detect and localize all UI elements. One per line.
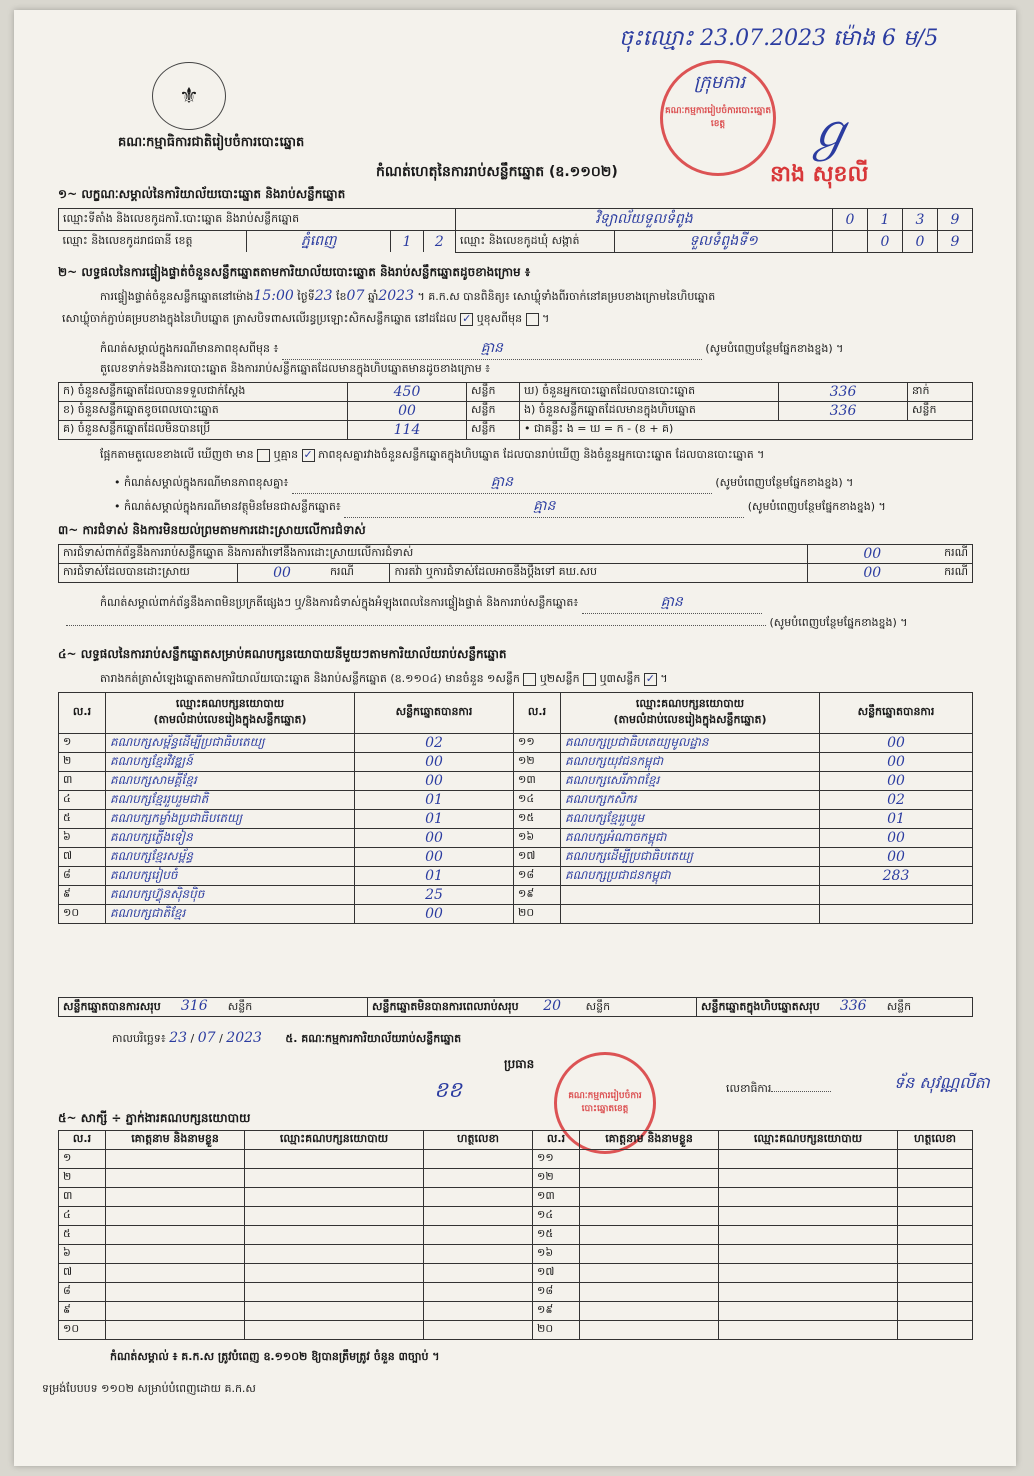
official-seal-stamp	[660, 60, 776, 176]
result-votes-right: 00	[820, 734, 973, 753]
result-party-left: គណបក្សសាមគ្គីខ្មែរ	[106, 772, 355, 791]
bullet-object-line: • កំណត់សម្គាល់ក្នុងករណីមានវត្ថុមិនមែនជាសន្លឹកឆ្នោត៖ គ្មាន (សូមបំពេញបន្ថែមផ្នែកខាងខ្នង) ។	[114, 496, 984, 518]
result-no-left: ១	[59, 734, 106, 753]
witness-cell	[580, 1226, 719, 1245]
witness-cell	[106, 1264, 245, 1283]
witness-row	[59, 1245, 973, 1264]
witness-cell	[719, 1283, 898, 1302]
province-label: ឈ្មោះ និងលេខកូដរាជធានី ខេត្ត	[59, 231, 247, 252]
result-no-right: ១៧	[514, 848, 561, 867]
witness-cell	[719, 1188, 898, 1207]
witness-row	[59, 1321, 973, 1340]
note-value: គ្មាន	[282, 338, 702, 360]
witness-cell	[580, 1245, 719, 1264]
witness-cell	[424, 1321, 533, 1340]
date-day: 23	[169, 1030, 188, 1046]
complaint-case: ករណី	[936, 545, 972, 564]
witness-cell	[245, 1283, 424, 1302]
witness-cell	[106, 1226, 245, 1245]
witness-table	[58, 1130, 973, 1340]
doc-title: កំណត់ហេតុនៃការរាប់សន្លឹកឆ្នោត (ឧ.១១០២)	[376, 164, 618, 180]
top-handwritten-sign: ក្រុមការ	[694, 72, 746, 93]
result-party-right: គណបក្សសេរីភាពខ្មែរ	[561, 772, 820, 791]
result-party-right: គណបក្សកសិករ	[561, 791, 820, 810]
location-code-2: 1	[868, 209, 903, 231]
witness-cell	[245, 1226, 424, 1245]
witness-cell	[580, 1302, 719, 1321]
appeal-value: 00	[808, 564, 937, 583]
commune-label: ឈ្មោះ និងលេខកូដឃុំ សង្កាត់	[456, 231, 615, 253]
location-label: ឈ្មោះទីតាំង និងលេខកូដការិ.បោះឆ្នោត និងរាប់សន្លឹកឆ្នោត	[59, 209, 456, 231]
count-c-label: គ) ចំនួនសន្លឹកឆ្នោតដែលមិនបានប្រើ	[59, 421, 348, 440]
result-party-right	[561, 886, 820, 905]
committee-label: ៥. គណៈកម្មការការិយាល័យរាប់សន្លឹកឆ្នោត	[285, 1032, 462, 1045]
result-no-left: ២	[59, 753, 106, 772]
witness-no-right: ១៨	[533, 1283, 580, 1302]
result-party-left: គណបក្សកម្លាំងប្រជាធិបតេយ្យ	[106, 810, 355, 829]
witness-cell	[580, 1207, 719, 1226]
count-e-label: ង) ចំនួនសន្លឹកឆ្នោតដែលមានក្នុងហិបឆ្នោត	[520, 402, 779, 421]
witness-cell	[106, 1283, 245, 1302]
result-votes-left: 00	[355, 829, 514, 848]
result-no-right: ១១	[514, 734, 561, 753]
result-votes-right: 00	[820, 848, 973, 867]
witness-no-right: ២០	[533, 1321, 580, 1340]
witness-cell	[898, 1169, 973, 1188]
witness-no-left: ៤	[59, 1207, 106, 1226]
section3-heading: ៣~ ការជំទាស់ និងការមិនយល់ព្រមតាមការដោះស្រាយលើការជំទាស់	[58, 523, 366, 537]
total-valid-value: 316	[180, 998, 208, 1014]
result-votes-left: 01	[355, 810, 514, 829]
result-no-right: ២០	[514, 905, 561, 924]
complaint-label: ការជំទាស់ពាក់ព័ន្ធនឹងការរាប់សន្លឹកឆ្នោត និងការតវ៉ាទៅនឹងការដោះស្រាយលើការជំទាស់	[59, 545, 808, 564]
witness-cell	[106, 1207, 245, 1226]
witness-col-sign-left: ហត្ថលេខា	[424, 1131, 533, 1150]
witness-cell	[719, 1321, 898, 1340]
witness-no-left: ៩	[59, 1302, 106, 1321]
result-votes-left: 00	[355, 753, 514, 772]
result-votes-left: 00	[355, 848, 514, 867]
count-intro: តួលេខទាក់ទងនឹងការបោះឆ្នោត និងការរាប់សន្លឹកឆ្នោតដែលមានក្នុងហិបឆ្នោតមានដូចខាងក្រោម ៖	[100, 362, 491, 375]
verify-time: 15:00	[253, 288, 294, 304]
document-sheet	[14, 10, 1016, 1466]
col-no-left: ល.រ	[59, 693, 106, 734]
result-party-left: គណបក្សខ្មែររួបរួមជាតិ	[106, 791, 355, 810]
witness-cell	[106, 1150, 245, 1169]
witness-cell	[245, 1150, 424, 1169]
witness-cell	[106, 1245, 245, 1264]
section1-table	[58, 208, 973, 253]
result-no-left: ៧	[59, 848, 106, 867]
witness-cell	[719, 1207, 898, 1226]
table-row	[59, 867, 973, 886]
complaint-value: 00	[808, 545, 937, 564]
result-party-left: គណបក្សខ្មែរសម្ព័ន្ធ	[106, 848, 355, 867]
witness-no-right: ១៥	[533, 1226, 580, 1245]
col-no-right: ល.រ	[514, 693, 561, 734]
verify-month: 07	[346, 288, 365, 304]
col-votes-left: សន្លឹកឆ្នោតបានការ	[355, 693, 514, 734]
result-no-left: ៥	[59, 810, 106, 829]
table-row	[59, 886, 973, 905]
count-c-value: 114	[348, 421, 467, 440]
s3-note-line: កំណត់សម្គាល់ពាក់ព័ន្ធនឹងភាពមិនប្រក្រតីផ្សេងៗ ឬ/និងការជំទាស់ក្នុងអំឡុងពេលនៃការផ្ទៀងផ្ទាត់ និងការរាប់សន្លឹកឆ្នោត៖ គ្មាន	[100, 592, 990, 614]
result-no-left: ៦	[59, 829, 106, 848]
witness-col-no-left: ល.រ	[59, 1131, 106, 1150]
top-handwritten-note: ចុះឈ្មោះ 23.07.2023 ម៉ោង 6 ម/5	[619, 26, 939, 51]
witness-no-right: ១១	[533, 1150, 580, 1169]
result-votes-right: 00	[820, 772, 973, 791]
witness-cell	[245, 1321, 424, 1340]
count-a-unit: សន្លឹក	[467, 383, 520, 402]
witness-row	[59, 1169, 973, 1188]
witness-no-left: ១	[59, 1150, 106, 1169]
location-code-1: 0	[833, 209, 868, 231]
witness-cell	[719, 1226, 898, 1245]
witness-col-party-right: ឈ្មោះគណបក្សនយោបាយ	[719, 1131, 898, 1150]
witness-cell	[106, 1169, 245, 1188]
compare-line: ផ្អែកតាមតួលេខខាងលើ ឃើញថា មាន ឬគ្មាន ✓ ភាពខុសគ្នារវាងចំនួនសន្លឹកឆ្នោតក្នុងហិបឆ្នោត ដែលបានរាប់ឃើញ និងចំនួនអ្នកបោះឆ្នោត ដែលបានបោះឆ្នោត ។	[100, 447, 765, 461]
commune-code-2: 0	[903, 231, 938, 253]
witness-cell	[898, 1245, 973, 1264]
verify-line-2: សោឃ្លុំចាក់ភ្ជាប់គម្របខាងក្នុងនៃហិបឆ្នោត ត្រាសបិទពាសលើរន្ធប្រឡោះសិកសន្លឹកឆ្នោត នៅដដែល ✓ ឬខុសពីមុន ។	[62, 311, 550, 325]
checkbox-has-diff	[257, 449, 270, 462]
result-votes-right: 283	[820, 867, 973, 886]
commune-value: ទួលទំពូងទី១	[615, 231, 833, 253]
witness-cell	[424, 1188, 533, 1207]
stamp-name: នាង សុខលី	[770, 162, 869, 187]
witness-col-name-left: គោត្តនាម និងនាមខ្លួន	[106, 1131, 245, 1150]
col-party-right: ឈ្មោះគណបក្សនយោបាយ (តាមលំដាប់លេខរៀងក្នុងសន្លឹកឆ្នោត)	[561, 693, 820, 734]
location-value: វិទ្យាល័យទួលទំពូង	[456, 209, 833, 231]
count-a-label: ក) ចំនួនសន្លឹកឆ្នោតដែលបានទទួលជាក់ស្តែង	[59, 383, 348, 402]
complaints-table	[58, 544, 973, 583]
witness-no-right: ១៣	[533, 1188, 580, 1207]
result-party-right: គណបក្សប្រជាធិបតេយ្យមូលដ្ឋាន	[561, 734, 820, 753]
witness-cell	[106, 1321, 245, 1340]
count-a-value: 450	[348, 383, 467, 402]
note-line: កំណត់សម្គាល់ក្នុងករណីមានភាពខុសពីមុន ៖ គ្មាន (សូមបំពេញបន្ថែមផ្នែកខាងខ្នង) ។	[100, 338, 980, 360]
count-d-label: ឃ) ចំនួនអ្នកបោះឆ្នោតដែលបានបោះឆ្នោត	[520, 383, 779, 402]
witness-cell	[719, 1169, 898, 1188]
result-party-left: គណបក្សខ្មែរវិវឌ្ឍន៍	[106, 753, 355, 772]
witness-no-right: ១៩	[533, 1302, 580, 1321]
result-no-left: ៨	[59, 867, 106, 886]
checkbox-two-sheets	[583, 673, 596, 686]
witness-cell	[898, 1264, 973, 1283]
bottom-note: កំណត់សម្គាល់ ៖ គ.ក.ស ត្រូវបំពេញ ឧ.១១០២ ឱ្យបានត្រឹមត្រូវ ចំនួន ៣ច្បាប់ ។	[110, 1350, 440, 1363]
date-month: 07	[197, 1030, 216, 1046]
witness-cell	[245, 1207, 424, 1226]
witness-cell	[245, 1264, 424, 1283]
witness-no-left: ២	[59, 1169, 106, 1188]
witness-cell	[898, 1321, 973, 1340]
checkbox-one-sheet	[523, 673, 536, 686]
witness-no-right: ១៧	[533, 1264, 580, 1283]
result-party-right: គណបក្សយុវជនកម្ពុជា	[561, 753, 820, 772]
tally-sheet-line: តារាងកត់ត្រាសំឡេងឆ្នោតតាមការិយាល័យបោះឆ្នោត និងរាប់សន្លឹកឆ្នោត (ឧ.១១០៤) មានចំនួន ១សន្លឹក ឬ២សន្លឹក ឬ៣សន្លឹក ✓ ។	[100, 671, 668, 685]
witness-cell	[719, 1264, 898, 1283]
results-table	[58, 692, 973, 924]
witness-no-right: ១២	[533, 1169, 580, 1188]
witness-no-right: ១៤	[533, 1207, 580, 1226]
witness-cell	[106, 1188, 245, 1207]
count-d-unit: នាក់	[908, 383, 973, 402]
result-votes-left: 02	[355, 734, 514, 753]
count-e-value: 336	[779, 402, 908, 421]
location-code-3: 3	[903, 209, 938, 231]
witness-cell	[424, 1302, 533, 1321]
result-votes-right	[820, 886, 973, 905]
witness-cell	[424, 1245, 533, 1264]
witness-cell	[580, 1188, 719, 1207]
counts-table	[58, 382, 973, 440]
totals-table	[58, 997, 973, 1017]
secretary-label: លេខាធិការ	[726, 1082, 831, 1098]
witness-cell	[245, 1302, 424, 1321]
witness-cell	[245, 1188, 424, 1207]
checkbox-different	[526, 313, 539, 326]
result-party-left: គណបក្សភ្លើងទៀន	[106, 829, 355, 848]
witness-cell	[580, 1264, 719, 1283]
section5-heading: ៥~ សាក្សី ÷ ភ្នាក់ងារគណបក្សនយោបាយ	[58, 1111, 251, 1125]
witness-cell	[424, 1150, 533, 1169]
col-party-left: ឈ្មោះគណបក្សនយោបាយ (តាមលំដាប់លេខរៀងក្នុងសន្លឹកឆ្នោត)	[106, 693, 355, 734]
result-votes-right: 00	[820, 829, 973, 848]
table-row	[59, 772, 973, 791]
result-party-left: គណបក្សហ៊្វុនស៊ិនប៉ិច	[106, 886, 355, 905]
witness-cell	[898, 1207, 973, 1226]
witness-no-left: ៧	[59, 1264, 106, 1283]
witness-cell	[424, 1207, 533, 1226]
province-value: ភ្នំពេញ	[247, 231, 391, 252]
chair-label: ប្រធាន	[504, 1057, 535, 1071]
bullet-diff-line: • កំណត់សម្គាល់ក្នុងករណីមានភាពខុសគ្នា៖ គ្មាន (សូមបំពេញបន្ថែមផ្នែកខាងខ្នង) ។	[114, 472, 984, 494]
checkbox-no-diff: ✓	[303, 447, 313, 461]
witness-cell	[424, 1226, 533, 1245]
checkbox-same: ✓	[462, 311, 472, 325]
formula-label: • ជាគន្លឹះ ង = ឃ = ក - (ខ + គ)	[520, 421, 973, 440]
witness-no-left: ៥	[59, 1226, 106, 1245]
witness-cell	[245, 1245, 424, 1264]
witness-cell	[580, 1150, 719, 1169]
result-no-right: ១៩	[514, 886, 561, 905]
witness-row	[59, 1264, 973, 1283]
result-no-right: ១៥	[514, 810, 561, 829]
verify-day: 23	[314, 288, 333, 304]
witness-col-party-left: ឈ្មោះគណបក្សនយោបាយ	[245, 1131, 424, 1150]
signature-mark: ℊ	[804, 103, 854, 161]
witness-row	[59, 1226, 973, 1245]
secretary-name: ទ័ន សុវណ្ណលីតា	[894, 1073, 990, 1092]
commune-code-1: 0	[868, 231, 903, 253]
result-votes-left: 25	[355, 886, 514, 905]
result-votes-left: 01	[355, 791, 514, 810]
witness-cell	[719, 1150, 898, 1169]
count-e-unit: សន្លឹក	[908, 402, 973, 421]
witness-row	[59, 1207, 973, 1226]
witness-cell	[580, 1321, 719, 1340]
table-row	[59, 848, 973, 867]
table-row	[59, 905, 973, 924]
total-invalid-cell: សន្លឹកឆ្នោតមិនបានការពេលរាប់សរុប 20 សន្លឹក	[368, 998, 697, 1017]
count-b-value: 00	[348, 402, 467, 421]
resolved-case: ករណី	[326, 564, 390, 583]
resolved-value: 00	[238, 564, 327, 583]
section2-heading: ២~ លទ្ធផលនៃការផ្ទៀងផ្ទាត់ចំនួនសន្លឹកឆ្នោតតាមការិយាល័យបោះឆ្នោត និងរាប់សន្លឹកឆ្នោតដូចខាងក្រោម ៖	[58, 265, 531, 279]
result-party-left: គណបក្សសម្ព័ន្ធដើម្បីប្រជាធិបតេយ្យ	[106, 734, 355, 753]
result-no-right: ១៣	[514, 772, 561, 791]
witness-col-no-right: ល.រ	[533, 1131, 580, 1150]
count-d-value: 336	[779, 383, 908, 402]
form-footer: ទម្រង់បែបបទ ១១០២ សម្រាប់បំពេញដោយ គ.ក.ស	[42, 1382, 256, 1395]
witness-cell	[898, 1150, 973, 1169]
result-no-left: ៤	[59, 791, 106, 810]
result-party-right: គណបក្សប្រជាជនកម្ពុជា	[561, 867, 820, 886]
table-row	[59, 734, 973, 753]
section4-heading: ៤~ លទ្ធផលនៃការរាប់សន្លឹកឆ្នោតសម្រាប់គណបក្សនយោបាយនីមួយៗតាមការិយាល័យរាប់សន្លឹកឆ្នោត	[58, 647, 507, 661]
result-no-right: ១២	[514, 753, 561, 772]
count-b-unit: សន្លឹក	[467, 402, 520, 421]
result-votes-right	[820, 905, 973, 924]
witness-no-left: ៦	[59, 1245, 106, 1264]
table-row	[59, 810, 973, 829]
date-year: 2023	[226, 1030, 262, 1046]
table-row	[59, 791, 973, 810]
result-votes-right: 02	[820, 791, 973, 810]
witness-cell	[719, 1245, 898, 1264]
witness-cell	[424, 1169, 533, 1188]
result-no-right: ១៤	[514, 791, 561, 810]
witness-cell	[106, 1302, 245, 1321]
result-party-right: គណបក្សអំណាចកម្ពុជា	[561, 829, 820, 848]
witness-cell	[898, 1188, 973, 1207]
appeal-label: ការតវ៉ា ឬការជំទាស់ដែលអាចនឹងប្តឹងទៅ គឃ.សប	[390, 564, 808, 583]
col-votes-right: សន្លឹកឆ្នោតបានការ	[820, 693, 973, 734]
witness-cell	[580, 1283, 719, 1302]
witness-row	[59, 1188, 973, 1207]
witness-cell	[245, 1169, 424, 1188]
table-row	[59, 829, 973, 848]
witness-cell	[580, 1169, 719, 1188]
witness-no-left: ៨	[59, 1283, 106, 1302]
witness-col-name-right: គោត្តនាម និងនាមខ្លួន	[580, 1131, 719, 1150]
result-votes-left: 00	[355, 905, 514, 924]
result-party-right: គណបក្សខ្មែររួបរួម	[561, 810, 820, 829]
province-code-1: 1	[391, 231, 423, 252]
chair-signature: ខខ	[434, 1078, 462, 1103]
count-b-label: ខ) ចំនួនសន្លឹកឆ្នោតខូចពេលបោះឆ្នោត	[59, 402, 348, 421]
seal-text: គណៈកម្មការរៀបចំការបោះឆ្នោតខេត្ត	[664, 106, 772, 129]
total-box-cell: សន្លឹកឆ្នោតក្នុងហិបឆ្នោតសរុប 336 សន្លឹក	[697, 998, 973, 1017]
result-party-right	[561, 905, 820, 924]
province-code-2: 2	[423, 231, 455, 252]
witness-no-right: ១៦	[533, 1245, 580, 1264]
witness-col-sign-right: ហត្ថលេខា	[898, 1131, 973, 1150]
witness-row	[59, 1283, 973, 1302]
result-party-right: គណបក្សដើម្បីប្រជាធិបតេយ្យ	[561, 848, 820, 867]
committee-seal-stamp: គណៈកម្មការរៀបចំការបោះឆ្នោតខេត្ត	[554, 1052, 656, 1154]
commune-code-3: 9	[938, 231, 973, 253]
result-no-left: ១០	[59, 905, 106, 924]
result-votes-right: 00	[820, 753, 973, 772]
witness-cell	[719, 1302, 898, 1321]
result-votes-right: 01	[820, 810, 973, 829]
nec-logo-icon: ⚜	[152, 62, 226, 130]
result-no-left: ៩	[59, 886, 106, 905]
result-party-left: គណបក្សជាតិខ្មែរ	[106, 905, 355, 924]
result-party-left: គណបក្សរៀបចំ	[106, 867, 355, 886]
verify-line-1: ការផ្ទៀងផ្ទាត់ចំនួនសន្លឹកឆ្នោតនៅម៉ោង15:00 ថ្ងៃទី23 ខែ07 ឆ្នាំ2023 ។ គ.ក.ស បានពិនិត្យ៖ សោឃ្លុំទាំងពីរចាក់នៅគម្របខាងក្រោមនៃហិបឆ្នោត	[100, 288, 716, 304]
witness-cell	[898, 1283, 973, 1302]
location-code-4: 9	[938, 209, 973, 231]
org-name: គណៈកម្មាធិការជាតិរៀបចំការបោះឆ្នោត	[118, 135, 305, 150]
verify-year: 2023	[378, 288, 414, 304]
s3-note-line-2: (សូមបំពេញបន្ថែមផ្នែកខាងខ្នង) ។	[66, 616, 976, 632]
result-votes-left: 00	[355, 772, 514, 791]
s3-note-value: គ្មាន	[582, 592, 762, 614]
total-valid-cell: សន្លឹកឆ្នោតបានការសរុប 316 សន្លឹក	[59, 998, 368, 1017]
bullet-diff-value: គ្មាន	[292, 472, 712, 494]
checkbox-three-sheets: ✓	[645, 671, 656, 685]
witness-row	[59, 1150, 973, 1169]
witness-cell	[424, 1264, 533, 1283]
resolved-label: ការជំទាស់ដែលបានដោះស្រាយ	[59, 564, 238, 583]
result-votes-left: 01	[355, 867, 514, 886]
result-no-right: ១៨	[514, 867, 561, 886]
witness-no-left: ១០	[59, 1321, 106, 1340]
section1-heading: ១~ លក្ខណៈសម្គាល់នៃការិយាល័យបោះឆ្នោត និងរាប់សន្លឹកឆ្នោត	[58, 187, 346, 201]
witness-cell	[898, 1302, 973, 1321]
witness-cell	[424, 1283, 533, 1302]
witness-cell	[898, 1226, 973, 1245]
table-row	[59, 753, 973, 772]
appeal-case: ករណី	[936, 564, 972, 583]
total-invalid-value: 20	[543, 998, 562, 1014]
date-line: កាលបរិច្ឆេទ៖ 23 / 07 / 2023 ៥. គណៈកម្មការការិយាល័យរាប់សន្លឹកឆ្នោត	[112, 1030, 462, 1046]
total-box-value: 336	[839, 998, 867, 1014]
witness-no-left: ៣	[59, 1188, 106, 1207]
witness-row	[59, 1302, 973, 1321]
count-c-unit: សន្លឹក	[467, 421, 520, 440]
result-no-left: ៣	[59, 772, 106, 791]
bullet-object-value: គ្មាន	[344, 496, 744, 518]
result-no-right: ១៦	[514, 829, 561, 848]
